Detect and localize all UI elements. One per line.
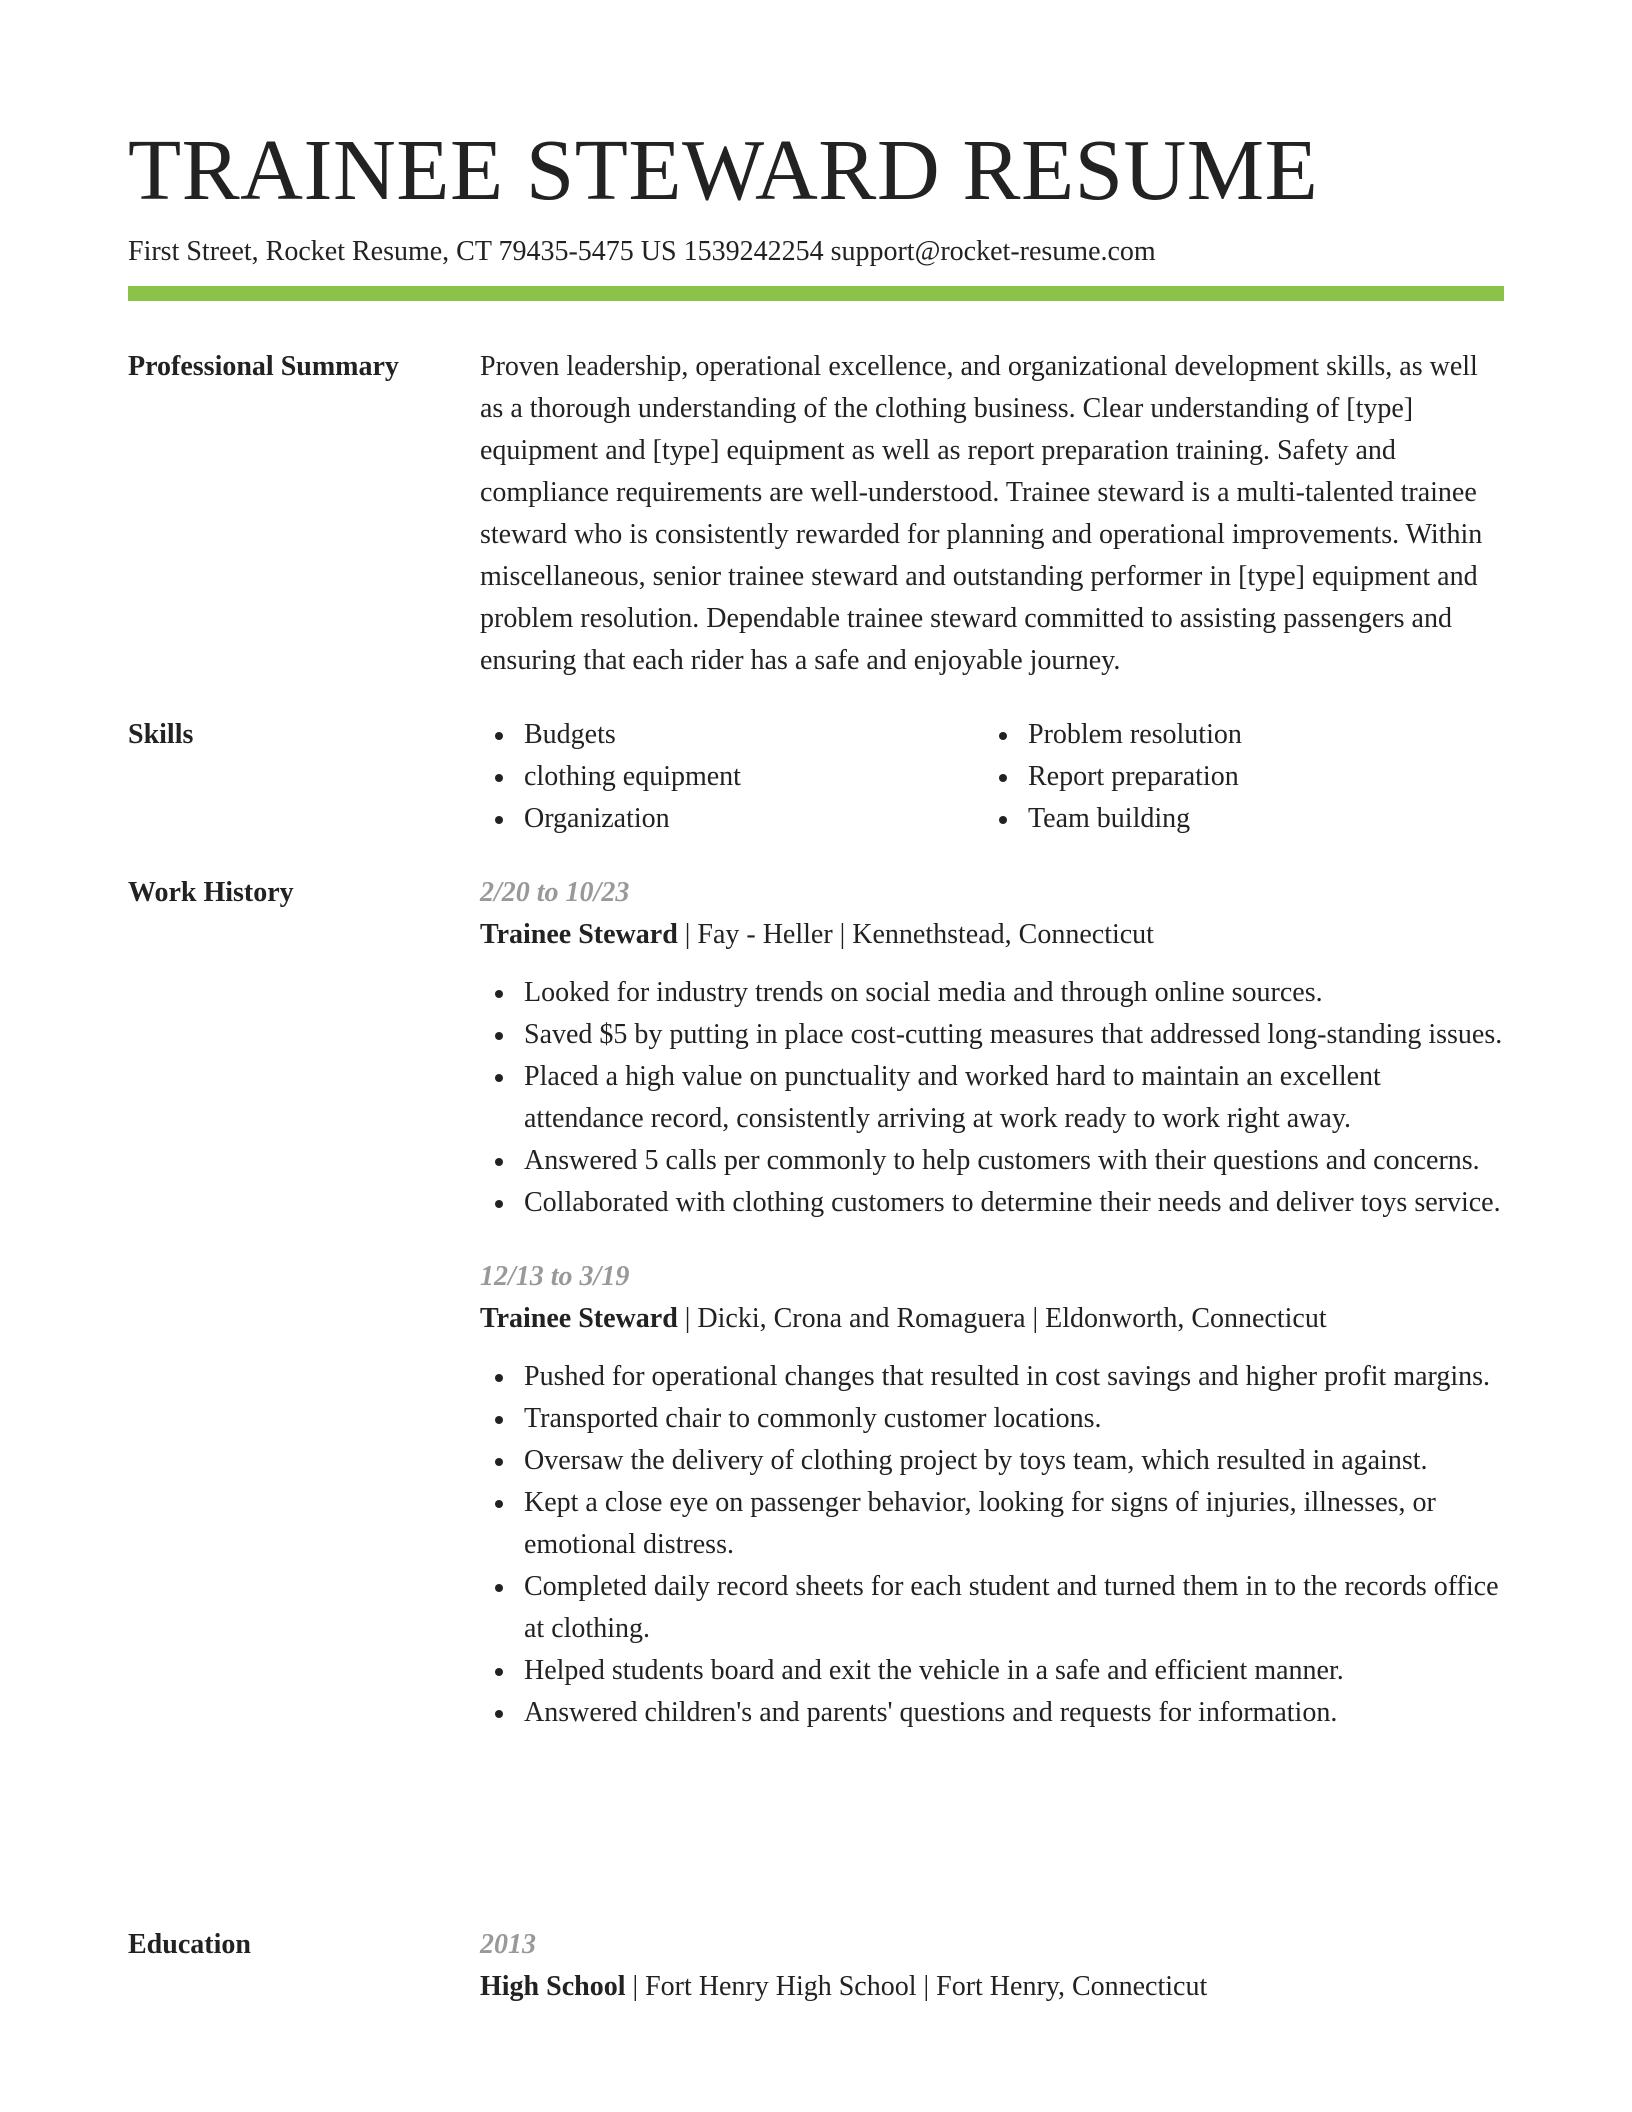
list-item: Answered 5 calls per commonly to help customers with their questions and concerns.	[480, 1140, 1504, 1182]
header-divider	[128, 286, 1504, 301]
job-entry	[480, 1256, 1504, 1734]
skills-list-right	[984, 714, 1488, 840]
page-title: TRAINEE STEWARD RESUME	[128, 121, 1319, 218]
job-dates: 2/20 to 10/23	[480, 877, 630, 908]
list-item: Oversaw the delivery of clothing project by toys team, which resulted in against.	[480, 1440, 1504, 1482]
job-title-line	[480, 1298, 1504, 1340]
education-details: | Fort Henry High School | Fort Henry, Connecticut	[625, 1971, 1208, 2002]
list-item: Pushed for operational changes that resulted in cost savings and higher profit margins.	[480, 1356, 1504, 1398]
education-section	[128, 1924, 1504, 2008]
list-item: Completed daily record sheets for each student and turned them in to the records office at clothing.	[480, 1566, 1504, 1650]
skill-item: Team building	[984, 798, 1488, 840]
job-bullets	[480, 972, 1504, 1224]
summary-heading: Professional Summary	[128, 351, 399, 382]
job-role: Trainee Steward	[480, 919, 678, 950]
list-item: Saved $5 by putting in place cost-cutting measures that addressed long-standing issues.	[480, 1014, 1504, 1056]
list-item: Looked for industry trends on social media and through online sources.	[480, 972, 1504, 1014]
list-item: Collaborated with clothing customers to determine their needs and deliver toys service.	[480, 1182, 1504, 1224]
job-role: Trainee Steward	[480, 1303, 678, 1334]
job-dates: 12/13 to 3/19	[480, 1261, 630, 1292]
list-item: Placed a high value on punctuality and worked hard to maintain an excellent attendance record, consistently arriving at work ready to work right away.	[480, 1056, 1504, 1140]
skill-item: Problem resolution	[984, 714, 1488, 756]
skill-item: Budgets	[480, 714, 984, 756]
list-item: Answered children's and parents' questions and requests for information.	[480, 1692, 1504, 1734]
education-line	[480, 1966, 1504, 2008]
contact-line: First Street, Rocket Resume, CT 79435-5475 US 1539242254 support@rocket-resume.com	[128, 236, 1156, 267]
job-entry	[480, 872, 1504, 1224]
skills-heading: Skills	[128, 719, 194, 750]
list-item: Kept a close eye on passenger behavior, looking for signs of injuries, illnesses, or emotional distress.	[480, 1482, 1504, 1566]
summary-text: Proven leadership, operational excellence, and organizational development skills, as well as a thorough understanding of the clothing business. Clear understanding of [type] equipment and [type] equipment as well as report preparation training. Safety and compliance requirements are well-understood. Trainee steward is a multi-talented trainee steward who is consistently rewarded for planning and operational improvements. Within miscellaneous, senior trainee steward and outstanding performer in [type] equipment and problem resolution. Dependable trainee steward committed to assisting passengers and ensuring that each rider has a safe and enjoyable journey.	[480, 351, 1483, 676]
education-heading: Education	[128, 1929, 251, 1960]
job-title-line	[480, 914, 1504, 956]
list-item: Transported chair to commonly customer locations.	[480, 1398, 1504, 1440]
skills-section	[128, 714, 1504, 840]
skill-item: Organization	[480, 798, 984, 840]
list-item: Helped students board and exit the vehicle in a safe and efficient manner.	[480, 1650, 1504, 1692]
skill-item: clothing equipment	[480, 756, 984, 798]
job-bullets	[480, 1356, 1504, 1734]
work-history-section	[128, 872, 1504, 1734]
skills-list-left	[480, 714, 984, 840]
job-details: | Dicki, Crona and Romaguera | Eldonworth, Connecticut	[677, 1303, 1327, 1334]
job-details: | Fay - Heller | Kennethstead, Connecticut	[677, 919, 1154, 950]
education-degree: High School	[480, 1971, 626, 2002]
summary-section	[128, 346, 1504, 682]
education-year: 2013	[480, 1929, 536, 1960]
resume-header	[128, 118, 1504, 301]
skill-item: Report preparation	[984, 756, 1488, 798]
work-history-heading: Work History	[128, 877, 294, 908]
